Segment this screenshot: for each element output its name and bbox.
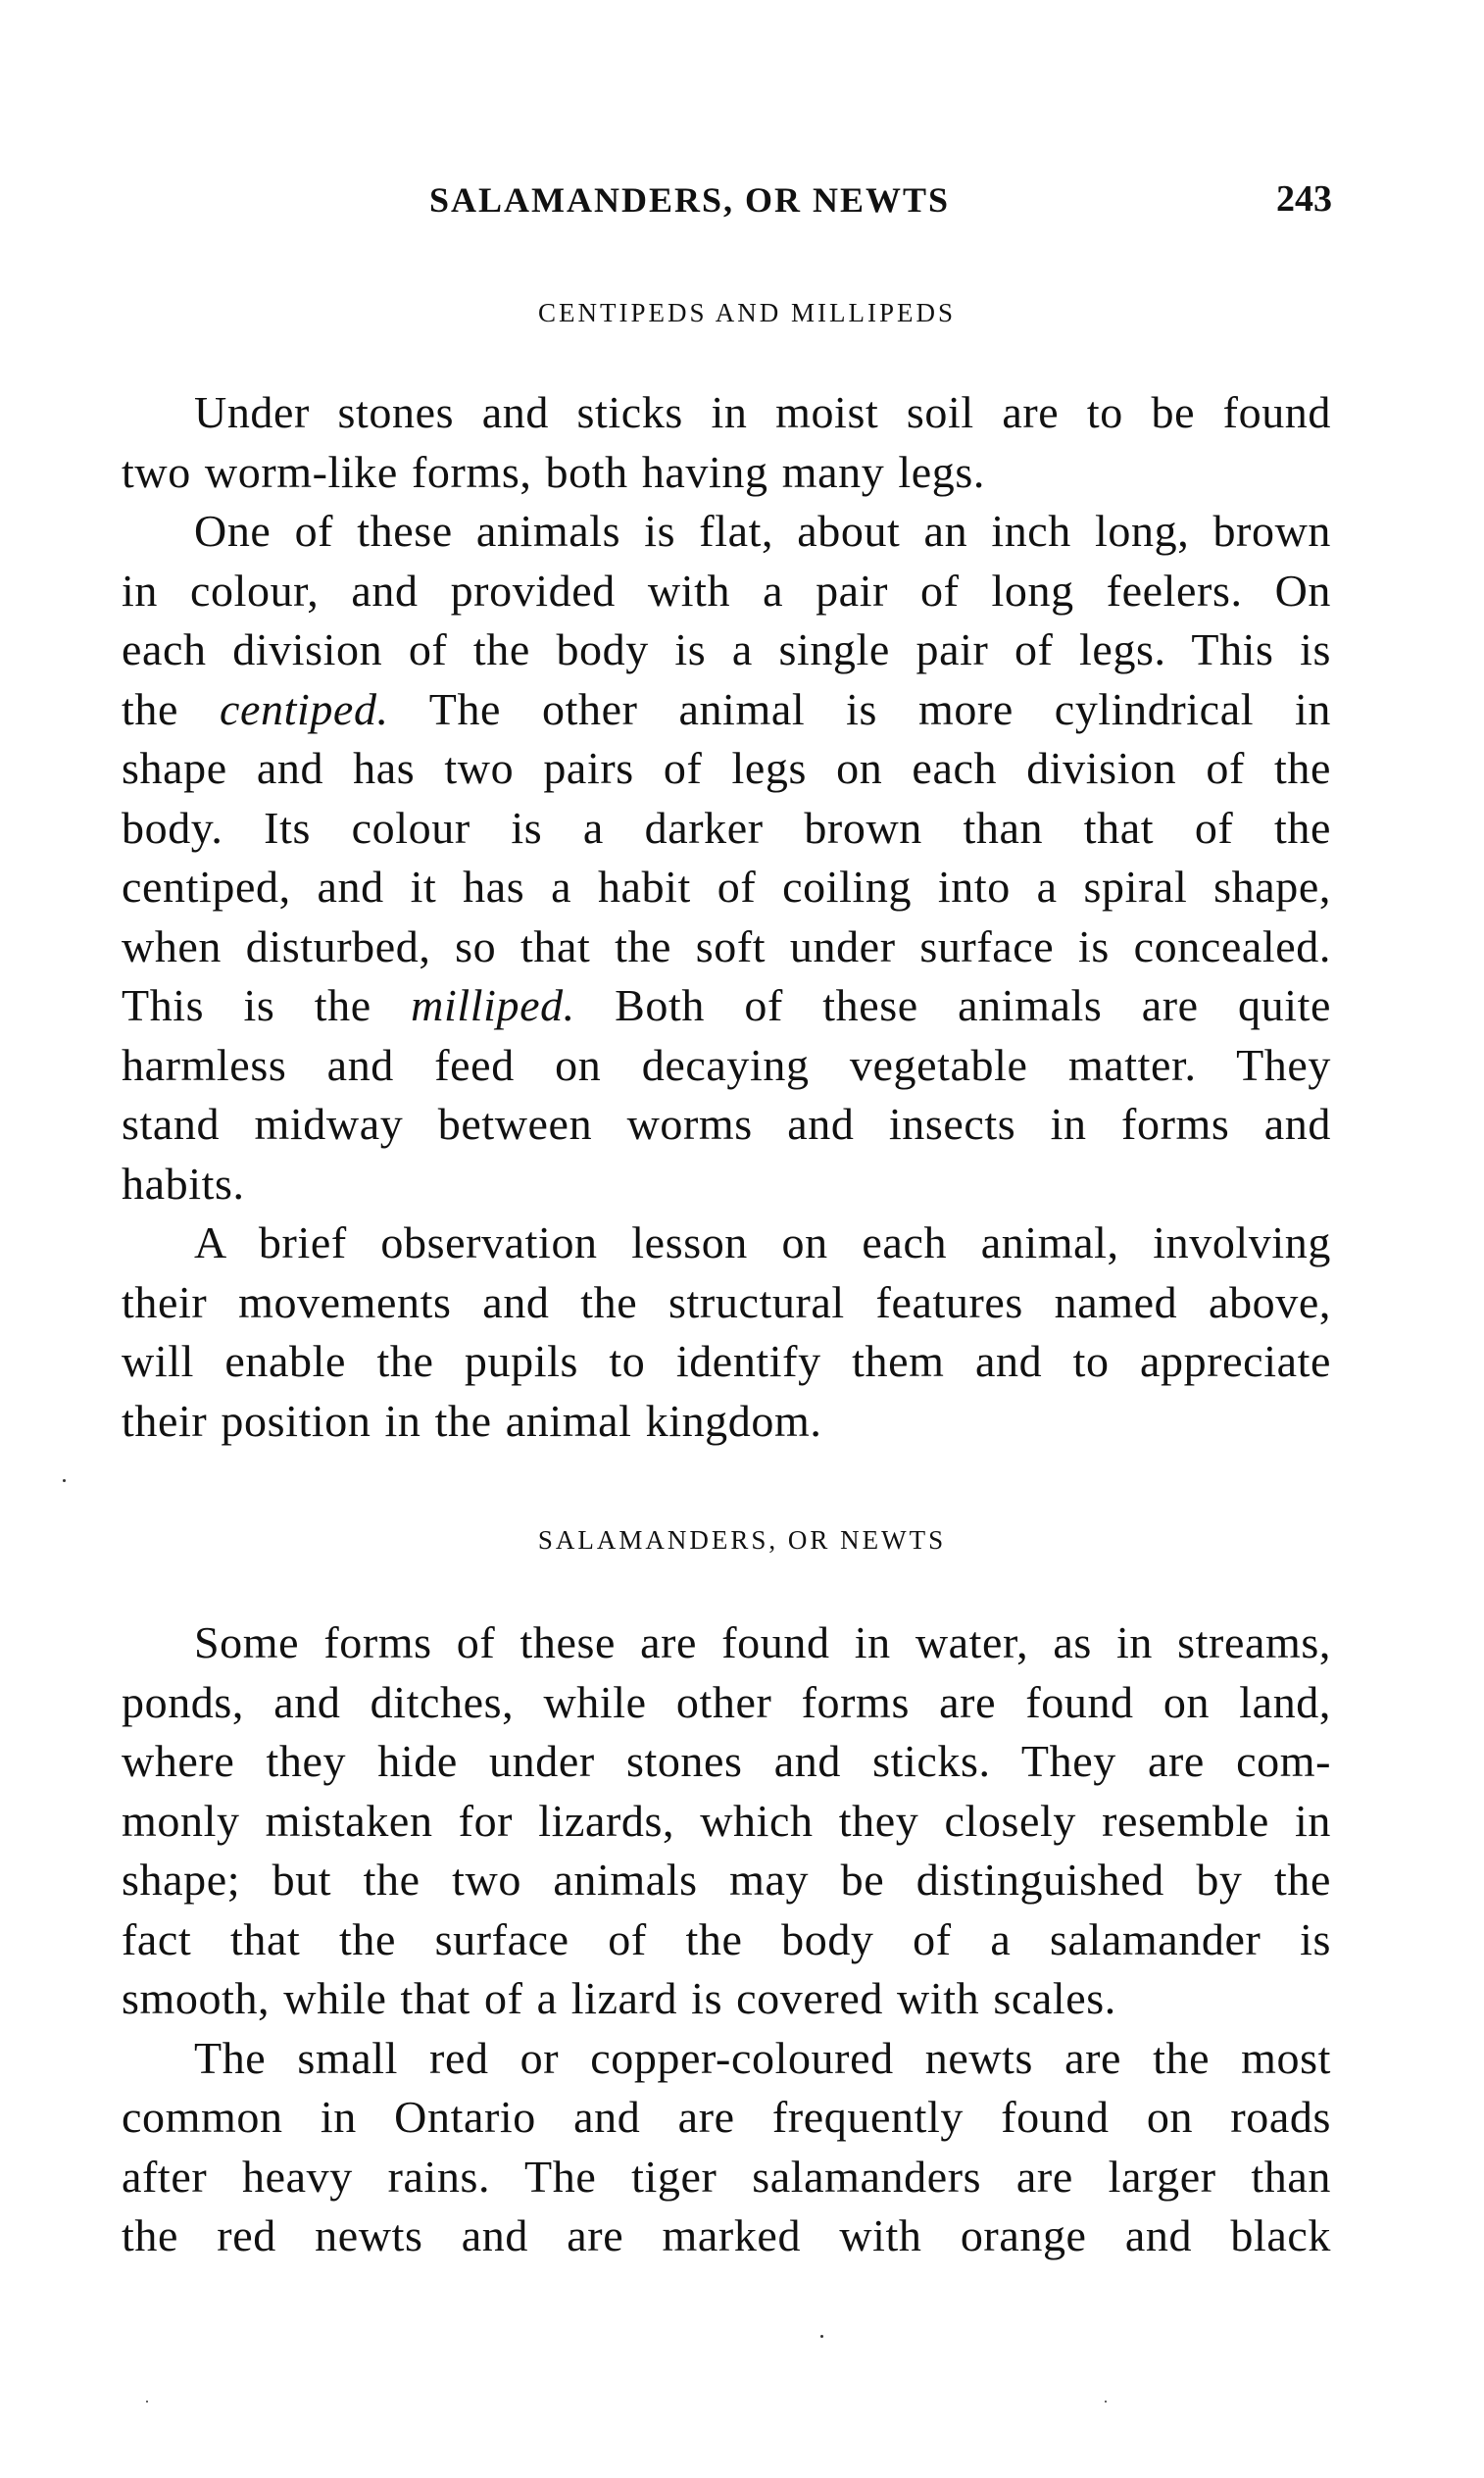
text-line: centiped, and it has a habit of coiling into a spiral shape,	[122, 862, 1331, 912]
text-line: The small red or copper-coloured newts are the most	[194, 2032, 1331, 2083]
text-run: Both of these animals are quite	[574, 980, 1332, 1030]
text-line: common in Ontario and are frequently found on roads	[122, 2092, 1331, 2142]
text-line: fact that the surface of the body of a salamander is	[122, 1913, 1331, 1964]
text-line: One of these animals is flat, about an inch long, brown	[194, 506, 1331, 556]
text-line: each division of the body is a single pair of legs. This is	[122, 624, 1331, 674]
text-run: the	[122, 683, 220, 734]
text-line: A brief observation lesson on each animal, involving	[194, 1217, 1331, 1267]
text-line: Some forms of these are found in water, as in streams,	[194, 1617, 1331, 1667]
scan-speck	[820, 2335, 823, 2338]
text-line: ponds, and ditches, while other forms are found on land,	[122, 1676, 1331, 1727]
text-line: when disturbed, so that the soft under surface is concealed.	[122, 920, 1331, 971]
text-line	[122, 976, 1331, 1036]
text-line: their position in the animal kingdom.	[122, 1395, 822, 1446]
scan-speck	[63, 1479, 66, 1482]
text-line: stand midway between worms and insects in forms and	[122, 1099, 1331, 1149]
text-line: Under stones and sticks in moist soil are to be found	[194, 387, 1331, 437]
text-line: after heavy rains. The tiger salamanders are larger than	[122, 2151, 1331, 2202]
page-number: 243	[1276, 178, 1332, 220]
text-line: habits.	[122, 1158, 245, 1209]
term-centiped: centiped.	[219, 683, 389, 734]
text-line: body. Its colour is a darker brown than that of the	[122, 802, 1331, 853]
section-body-salamanders	[122, 1613, 1331, 2266]
text-run: The other animal is more cylindrical in	[388, 683, 1331, 734]
text-line: smooth, while that of a lizard is covered with scales.	[122, 1973, 1116, 2023]
text-run: This is the	[122, 980, 412, 1030]
scan-speck	[146, 2401, 148, 2403]
text-line: shape; but the two animals may be distinguished by the	[122, 1855, 1331, 1905]
section-body-centipeds	[122, 383, 1331, 1451]
section-heading-centipeds: CENTIPEDS AND MILLIPEDS	[537, 298, 956, 327]
text-line: where they hide under stones and sticks. They are com-	[122, 1736, 1331, 1786]
text-line: harmless and feed on decaying vegetable matter. They	[122, 1039, 1331, 1090]
text-line: in colour, and provided with a pair of long feelers. On	[122, 565, 1331, 616]
text-line: two worm-like forms, both having many legs.	[122, 446, 986, 497]
section-heading-salamanders: SALAMANDERS, OR NEWTS	[537, 1525, 947, 1555]
text-line: their movements and the structural features named above,	[122, 1276, 1331, 1327]
text-line: monly mistaken for lizards, which they closely resemble in	[122, 1795, 1331, 1846]
scan-speck	[1105, 2401, 1107, 2403]
running-head-title: SALAMANDERS, OR NEWTS	[429, 180, 951, 220]
text-line	[122, 680, 1331, 740]
text-line: shape and has two pairs of legs on each division of the	[122, 743, 1331, 793]
text-line: the red newts and are marked with orange and black	[122, 2210, 1331, 2260]
text-line: will enable the pupils to identify them and to appreciate	[122, 1336, 1331, 1386]
term-milliped: milliped.	[411, 980, 575, 1030]
